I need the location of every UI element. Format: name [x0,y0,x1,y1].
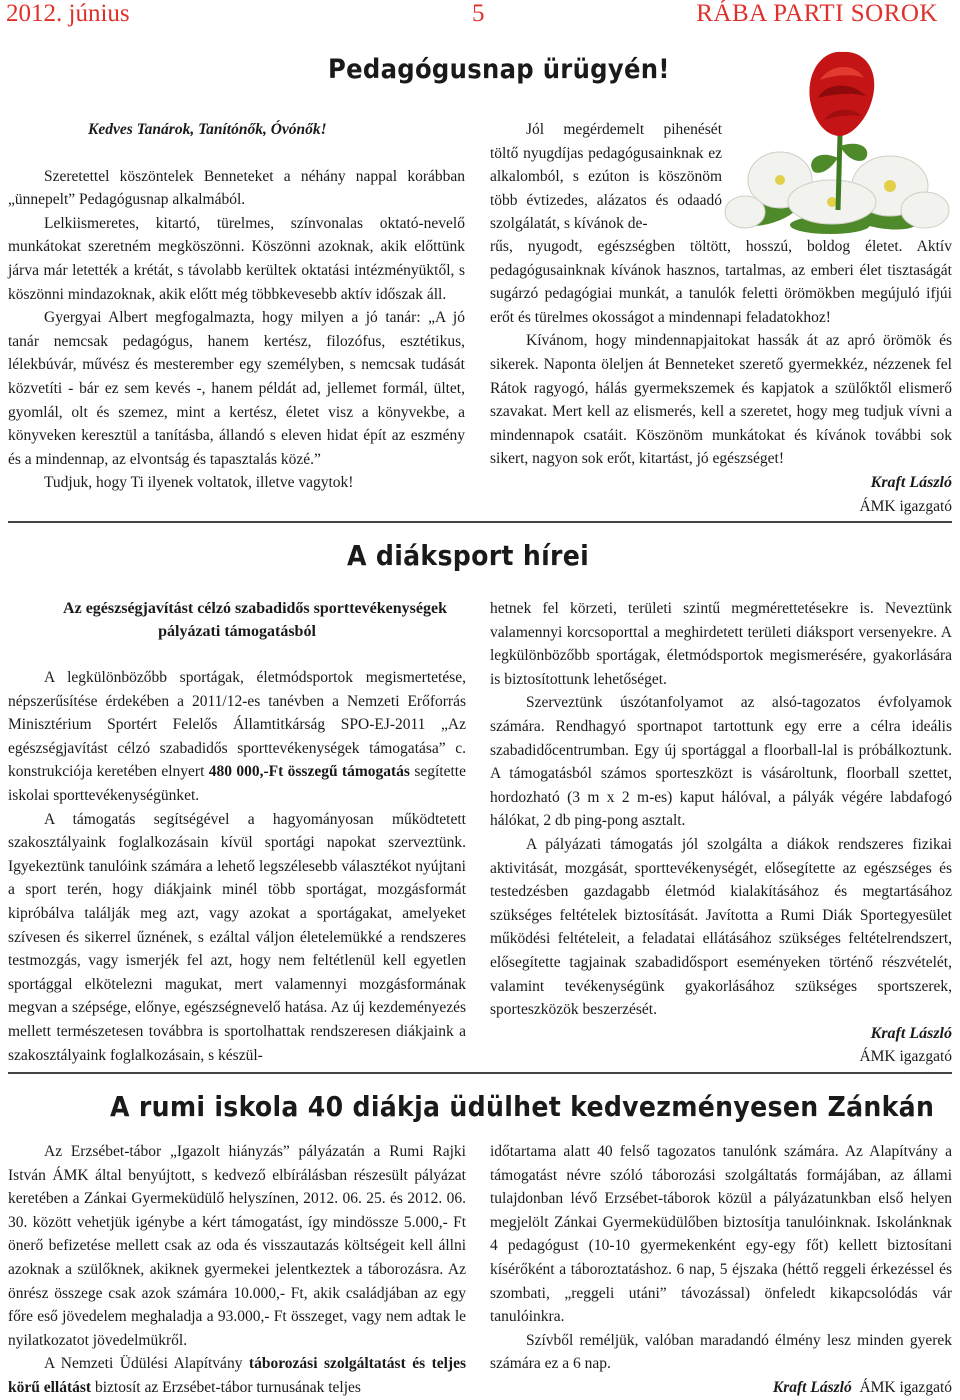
text-run: biztosít az Erzsébet-tábor turnusának teljes [91,1378,361,1396]
article-title-diaksport: A diáksport hírei [347,539,590,572]
article1-right-narrow [490,118,722,236]
article-title-pedagogusnap: Pedagógusnap ürügyén! [328,54,670,85]
paragraph: Kívánom, hogy mindennapjaitokat hassák át az apró örömök és sikerek. Naponta öleljen át Benneteket szerető gyermekkéz, nézzenek fel Rátok ragyogó, hálás gyermekszemek és kapjatok a szülőktől elismerő szavakat. Mert kell az elismerés, kell a szeretet, hogy meg tudjuk vívni a mindennapok csatáit. Köszönöm munkátokat és kívánok további sok sikert, nagyon sok erőt, kitartást, jó egészséget! [490,332,952,468]
highlight-amount: 480 000,-Ft összegű támogatás [208,763,410,781]
text-run: A Nemzeti Üdülési Alapítvány [44,1355,249,1373]
article1-left-column [8,118,465,495]
signature: Kraft László [870,1024,952,1042]
publication-name: RÁBA PARTI SOROK [696,0,938,27]
paragraph: Szeretettel köszöntelek Benneteket a néhány nappal korábban „ünnepelt” Pedagógusnap alkalmából. [8,167,465,209]
signature-line [490,1376,952,1400]
paragraph: Lelkiismeretes, kitartó, türelmes, színvonalas oktató-nevelő munkátokat szeretném megköszönni. Köszönni azoknak, akik előttünk járva már letették a krétát, s távolabb kerültek oktatási intézményüktől, s köszönni mindazoknak, akik előtt még többkevesebb aktív időszak áll. [8,214,465,303]
paragraph: Szívből reméljük, valóban maradandó élmény lesz minden gyerek számára ez a 6 nap. [490,1331,952,1373]
paragraph: hetnek fel körzeti, területi szintű megmérettetésekre is. Neveztünk valamennyi korcsoporttal a meghirdetett területi diáksport versenyekre. A legkülönbözőbb sportágak, életmódsportok megismerésére, gyakorlására is biztosítottunk lehetőséget. [490,600,952,688]
signature: Kraft László [870,473,952,491]
paragraph: Szerveztünk úszótanfolyamot az alsó-tagozatos évfolyamok számára. Rendhagyó sportnapot tartottunk egy erre a célra ideális szabadidőcentrumban. Egy új sportággal a floorball-lal is próbálkoztunk. A támogatásból számos sporteszközt is vásároltunk, floorball szettet, hordozható (3 m x 2 m-es) kaput hálóval, a pályák végére labdafogó hálókat, 2 db ping-pong asztalt. [490,694,952,830]
paragraph: A pályázati támogatás jól szolgálta a diákok rendszeres fizikai aktivitását, mozgását, sporttevékenységét, elősegítette az egészséges és testedzésben gazdagabb életmód kialakításához és megtartásához szükséges feltételek biztosítását. Javította a Rumi Diák Sportegyesület működési feltételeit, a feladatai ellátásához szükséges feltételrendszert, elősegítette tagjainak szabadidősport eseményeken történő részvételét, valamint tevékenységünk gyakorlásához szükséges sportszerek, sporteszközök beszerzését. [490,835,952,1019]
signature-role: ÁMK igazgató [859,1048,952,1066]
paragraph: Az Erzsébet-tábor „Igazolt hiányzás” pályázatán a Rumi Rajki István ÁMK által benyújtott, s kedvező elbírálásban részesült pályázat keretében a Zánkai Gyermeküdülő helyszínen, 2012. 06. 25. és 2012. 06. 30. között vehetjük igénybe a kért támogatást, így mindössze 5.000,- Ft önerő befizetése mellett csak az oda és visszautazás költségeit kell állni azoknak a szülőknek, akiknek gyermekei jelentkeztek a táborozásra. Az önrész összege csak azok számára 10.000,- Ft, akik családjában az egy főre eső jövedelem meghaladja a 93.000,- Ft összeget, vagy nem adtak le nyilatkozatot jövedelmükről. [8,1143,466,1349]
section-divider [8,1072,952,1074]
article2-right-column [490,597,952,1069]
article3-left-column [8,1140,466,1400]
paragraph: rűs, nyugodt, egészségben töltött, hosszú, boldog életet. Aktív pedagógusainknak kívánok hasznos, tartalmas, az emberi élet tisztaságát sugárzó pedagógiai munkát, a tanulók feletti örömökben megújuló ifjúi erőt és türelmes okosságot a mindennapi feladatokhoz! [490,238,952,326]
paragraph [8,1352,466,1399]
paragraph: Gyergyai Albert megfogalmazta, hogy milyen a jó tanár: „A jó tanár nemcsak pedagógus, hanem kertész, filozófus, esztétikus, lélekbúvár, művész és mesterember egy személyben, s nemcsak tudását közvetíti - bár ez sem kevés -, hanem példát ad, jellemet formál, ültet, gyomlál, olt és szemez, mint a kertész, életet visz a könyvekbe, a könyveken keresztül a tanításba, állandó s eleven hidat épít az eszmény és a mindennap, az elvontság és tapasztalás közé.” [8,309,465,468]
paragraph [8,666,466,808]
signature: Kraft László [772,1378,852,1396]
signature-role: ÁMK igazgató [859,1378,952,1396]
article3-right-column [490,1140,952,1400]
paragraph: Jól megérdemelt pihenését töltő nyugdíjas pedagógusainknak ez alkalomból, s ezúton is köszönöm több évtizedes, alázatos és odaadó szolgálatát, s kívánok de- [490,121,722,233]
highlight-service: táborozási szolgáltatást és teljes körű ellátást [8,1355,466,1396]
paragraph: időtartama alatt 40 felső tagozatos tanulónk számára. Az Alapítvány a támogatást névre szóló táborozási szolgáltatás formájában, az állami tulajdonban lévő Erzsébet-táborok közül a pályázatunkban első helyen megjelölt Zánkai Gyermeküdülőben biztosítja tanulóinknak. Iskolánknak 4 pedagógust (10-10 gyermekenként egy-egy főt) kellett biztosítani kísérőként a táboroztatáshoz. 6 nap, 5 éjszaka (héttő reggeli érkezéssel és szombati, „reggeli utáni” távozással) önfeledt kikapcsolódás vár tanulóinkra. [490,1143,952,1326]
paragraph: A támogatás segítségével a hagyományosan működtetett szakosztályaink foglalkozásain kívül sportági napokat szerveztünk. Igyekeztünk tanulóink számára a lehető legszélesebb választékot nyújtani a sport terén, hogy diákjaink minél több sportágat, mozgásformát kipróbálva találják meg azt, vagy azokat a sportágakat, amelyeket szívesen és sikerrel űznének, s ezáltal váljon életelemükké a rendszeres testmozgás, vagy ismerjék fel azt, hogy nem feltétlenül kell egyetlen sportággal elkötelezni magukat, mert valamennyi mozgásformának megvan a szépsége, előnye, egészségnevelő hatása. Az új kezdeményezés mellett természetesen továbbra is sportolhattak rendszeresen diákjaink a szakosztályaink foglalkozásain, s készül- [8,810,466,1064]
section-divider [8,521,952,523]
subheading: Az egészségjavítást célzó szabadidős sporttevékenységek pályázati támogatásból [63,600,447,640]
issue-date: 2012. június [6,0,130,27]
article-title-zanka: A rumi iskola 40 diákja üdülhet kedvezményesen Zánkán [110,1090,935,1123]
page-number: 5 [472,0,485,27]
paragraph: Tudjuk, hogy Ti ilyenek voltatok, illetve vagytok! [44,474,354,492]
greeting: Kedves Tanárok, Tanítónők, Óvónők! [88,121,327,138]
text-run: A legkülönbözőbb sportágak, életmódsportok megismertetése, népszerűsítése érdekében a 2011/12-es tanévben a Nemzeti Erőforrás Minisztérium Sportért Felelős Államtitkárság SPO-EJ-2011 „Az egészségjavítást célzó szabadidős sporttevékenységek támogatása” c. konstrukciója keretében elnyert [8,669,466,781]
article1-right-column [490,235,952,518]
text-run: segítette iskolai sporttevékenységünket. [8,763,466,804]
signature-role: ÁMK igazgató [859,497,952,515]
article2-left-column [8,597,466,1067]
rose-image [720,40,960,236]
